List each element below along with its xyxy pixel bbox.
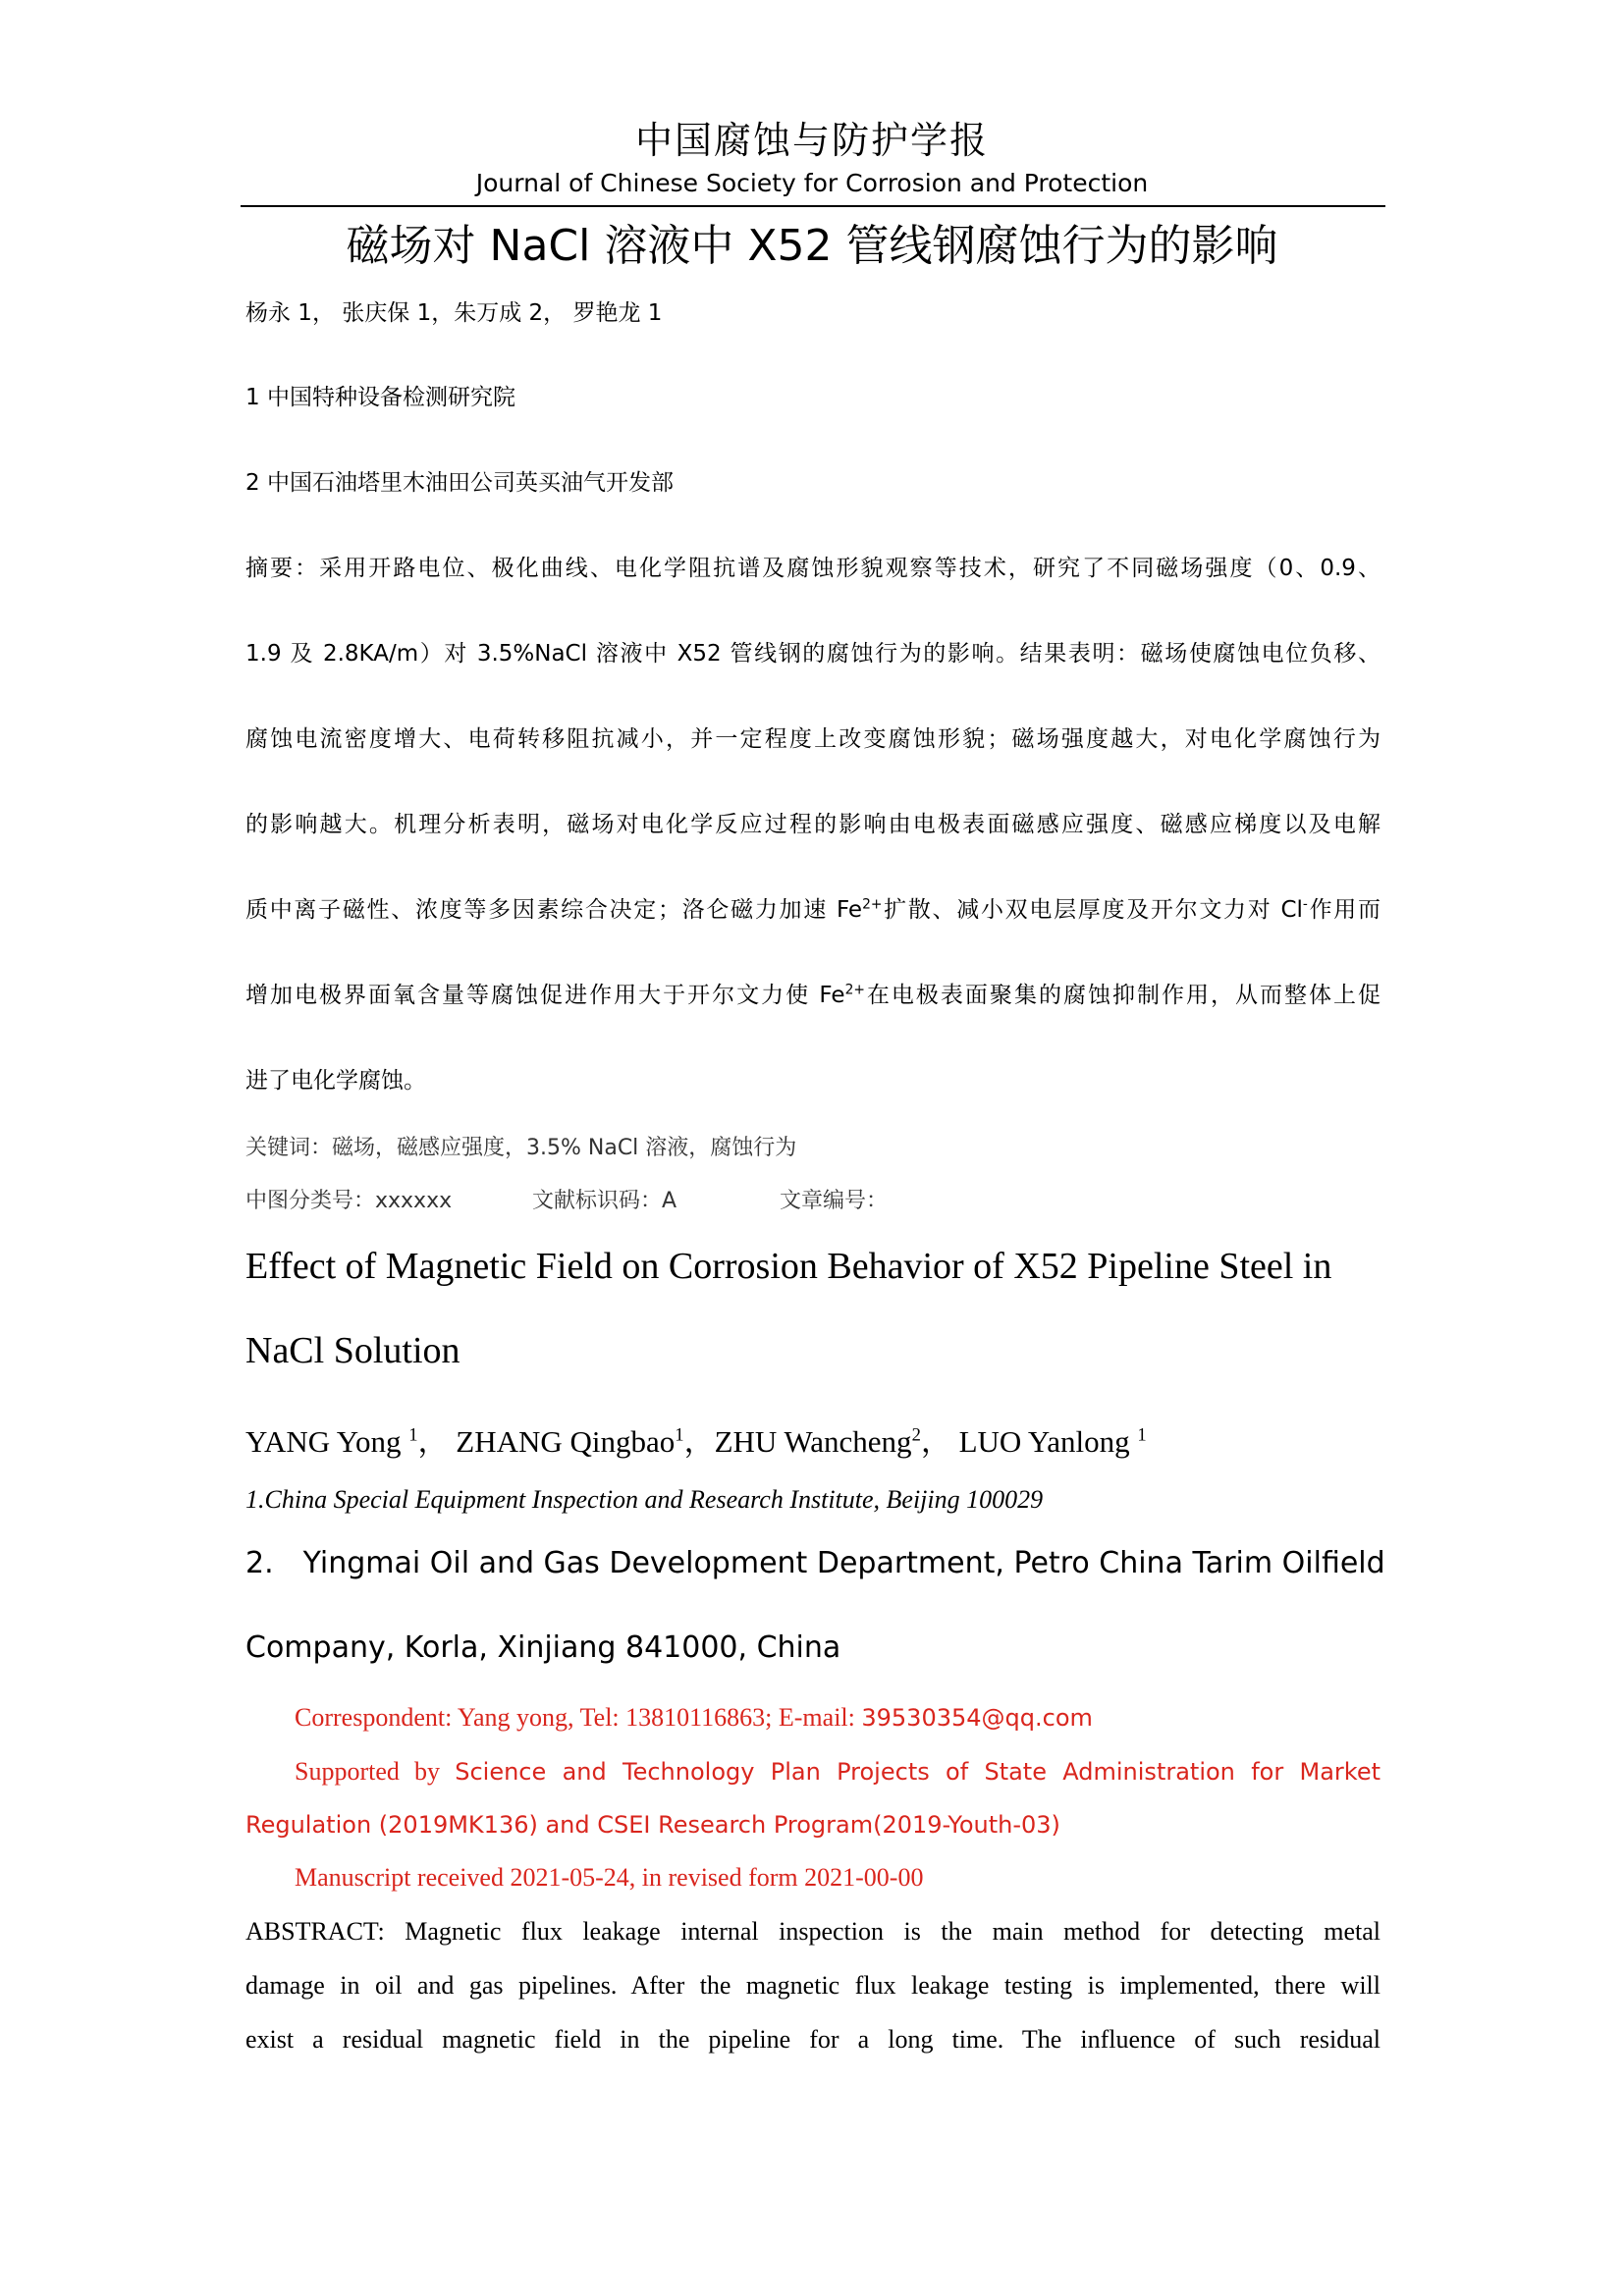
superscript: 2+ <box>844 982 865 998</box>
article-number: 文章编号： <box>780 1189 889 1213</box>
abstract-en-line: exist a residual magnetic field in the pipeline for a long time. The influence of such residual <box>245 2025 1380 2054</box>
abstract-cn-line: 进了电化学腐蚀。 <box>245 1068 426 1094</box>
text-run: 扩散、减小双电层厚度及开尔文力对 Cl <box>882 897 1303 923</box>
funding-line <box>295 1757 1380 1787</box>
superscript: - <box>1302 896 1308 913</box>
document-code: 文献标识码：A <box>532 1189 677 1213</box>
abstract-cn-line: 1.9 及 2.8KA/m）对 3.5%NaCl 溶液中 X52 管线钢的腐蚀行为的影响。结果表明：磁场使腐蚀电位负移、 <box>245 641 1380 667</box>
superscript: 1 <box>1137 1424 1147 1446</box>
correspondent-line <box>295 1703 1093 1733</box>
header-rule <box>241 205 1385 207</box>
funding-label: Supported by <box>295 1757 456 1786</box>
abstract-en-line: ABSTRACT: Magnetic flux leakage internal inspection is the main method for detecting metal <box>245 1917 1380 1946</box>
email-link[interactable]: 39530354@qq.com <box>861 1704 1093 1732</box>
authors-en <box>245 1416 1147 1461</box>
paper-title-en-line: Effect of Magnetic Field on Corrosion Behavior of X52 Pipeline Steel in <box>245 1246 1332 1287</box>
classification-row <box>245 1184 888 1214</box>
list-number: 2. <box>245 1546 274 1580</box>
abstract-cn-line: 的影响越大。机理分析表明，磁场对电化学反应过程的影响由电极表面磁感应强度、磁感应梯度以及电解 <box>245 812 1380 837</box>
superscript: 2+ <box>862 896 883 913</box>
affiliation-en-1: 1.China Special Equipment Inspection and Research Institute, Beijing 100029 <box>245 1485 1044 1514</box>
paper-title-en-line: NaCl Solution <box>245 1330 460 1371</box>
correspondent-label: Correspondent: Yang yong, Tel: 13810116863; E-mail: <box>295 1703 862 1732</box>
author-name: YANG Yong <box>245 1424 402 1459</box>
author-name: ，ZHU Wancheng <box>683 1424 912 1459</box>
funding-line-cont: Regulation (2019MK136) and CSEI Research Program(2019-Youth-03) <box>245 1811 1060 1839</box>
manuscript-dates: Manuscript received 2021-05-24, in revised form 2021-00-00 <box>295 1863 924 1892</box>
abstract-cn-line: 腐蚀电流密度增大、电荷转移阻抗减小，并一定程度上改变腐蚀形貌；磁场强度越大，对电化学腐蚀行为 <box>245 726 1380 752</box>
paper-title-cn: 磁场对 NaCl 溶液中 X52 管线钢腐蚀行为的影响 <box>346 221 1278 271</box>
author-name: ， LUO Yanlong <box>920 1424 1130 1459</box>
text-run: 在电极表面聚集的腐蚀抑制作用，从而整体上促 <box>864 983 1381 1008</box>
superscript: 1 <box>408 1424 418 1446</box>
funding-text: Science and Technology Plan Projects of State Administration for Market <box>455 1758 1380 1786</box>
journal-name-cn: 中国腐蚀与防护学报 <box>634 119 989 162</box>
abstract-cn-line <box>245 891 1380 924</box>
authors-cn: 杨永 1， 张庆保 1，朱万成 2， 罗艳龙 1 <box>245 300 663 326</box>
text-run: 作用而 <box>1307 897 1381 923</box>
clc-number: 中图分类号：xxxxxx <box>245 1189 453 1213</box>
affiliation-en-2 <box>245 1546 1385 1580</box>
superscript: 1 <box>675 1424 684 1446</box>
text-run: 增加电极界面氧含量等腐蚀促进作用大于开尔文力使 Fe <box>245 983 845 1008</box>
journal-name-en: Journal of Chinese Society for Corrosion and Protection <box>475 169 1149 197</box>
affiliation-cn-1: 1 中国特种设备检测研究院 <box>245 385 515 410</box>
affiliation-text: Yingmai Oil and Gas Development Department, Petro China Tarim Oilfield <box>302 1546 1385 1580</box>
abstract-cn-line: 摘要：采用开路电位、极化曲线、电化学阻抗谱及腐蚀形貌观察等技术，研究了不同磁场强度（0、0.9、 <box>245 556 1380 581</box>
author-name: ， ZHANG Qingbao <box>417 1424 676 1459</box>
text-run: 质中离子磁性、浓度等多因素综合决定；洛仑磁力加速 Fe <box>245 897 863 923</box>
keywords-cn: 关键词：磁场，磁感应强度，3.5% NaCl 溶液，腐蚀行为 <box>245 1136 797 1160</box>
affiliation-cn-2: 2 中国石油塔里木油田公司英买油气开发部 <box>245 470 674 496</box>
affiliation-en-2-cont: Company, Korla, Xinjiang 841000, China <box>245 1630 841 1665</box>
abstract-en-line: damage in oil and gas pipelines. After the magnetic flux leakage testing is implemented, there will <box>245 1971 1380 2000</box>
superscript: 2 <box>911 1424 921 1446</box>
abstract-cn-line <box>245 977 1380 1009</box>
